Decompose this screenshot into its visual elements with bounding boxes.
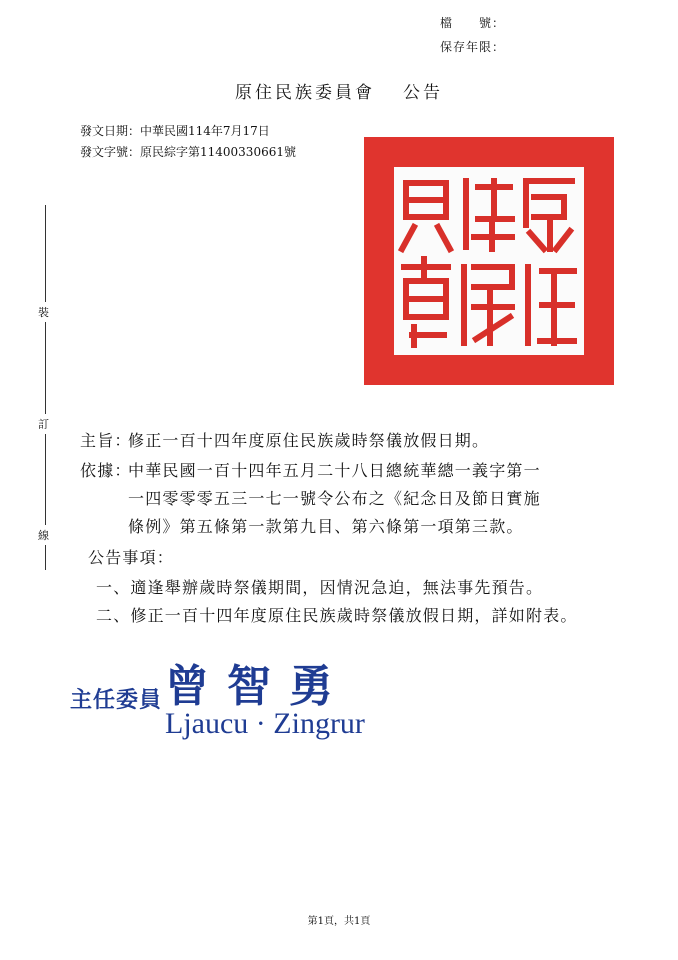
seal-glyphs-icon [394,167,584,355]
signatory-romanized-name: Ljaucu · Zingrur [165,707,365,740]
issue-date: 發文日期：中華民國114年7月17日 [80,124,270,138]
official-seal [364,137,614,385]
announcement-item-2: 二、修正一百十四年度原住民族歲時祭儀放假日期，詳如附表。 [96,606,578,625]
seal-inner [394,167,584,355]
signatory-title: 主任委員 [70,688,163,713]
retention-period-label: 保存年限： [440,40,506,54]
basis-line-3: 條例》第五條第一款第九目、第六條第一項第三款。 [128,517,524,536]
basis-line-1: 中華民國一百十四年五月二十八日總統華總一義字第一 [128,461,541,480]
subject-text: 修正一百十四年度原住民族歲時祭儀放假日期。 [128,431,490,450]
binding-line [45,205,46,570]
signatory-name: 曾智勇 [165,661,351,712]
binding-char-xian: 線 [38,525,49,545]
file-number-label: 檔 號： [440,16,506,30]
page-number: 第1頁，共1頁 [307,916,371,927]
announcement-items-label: 公告事項： [88,548,175,567]
announcement-item-1: 一、適逢舉辦歲時祭儀期間，因情況急迫，無法事先預告。 [96,578,544,597]
basis-label: 依據： [80,461,132,480]
organization-name: 原住民族委員會 [235,83,375,103]
basis-line-2: 一四零零零五三一七一號令公布之《紀念日及節日實施 [128,489,541,508]
issue-number: 發文字號：原民綜字第11400330661號 [80,145,296,159]
binding-char-ding: 訂 [38,414,49,434]
subject-label: 主旨： [80,431,132,450]
binding-char-zhuang: 裝 [38,302,49,322]
document-type: 公告 [403,83,443,103]
document-title [0,78,678,103]
